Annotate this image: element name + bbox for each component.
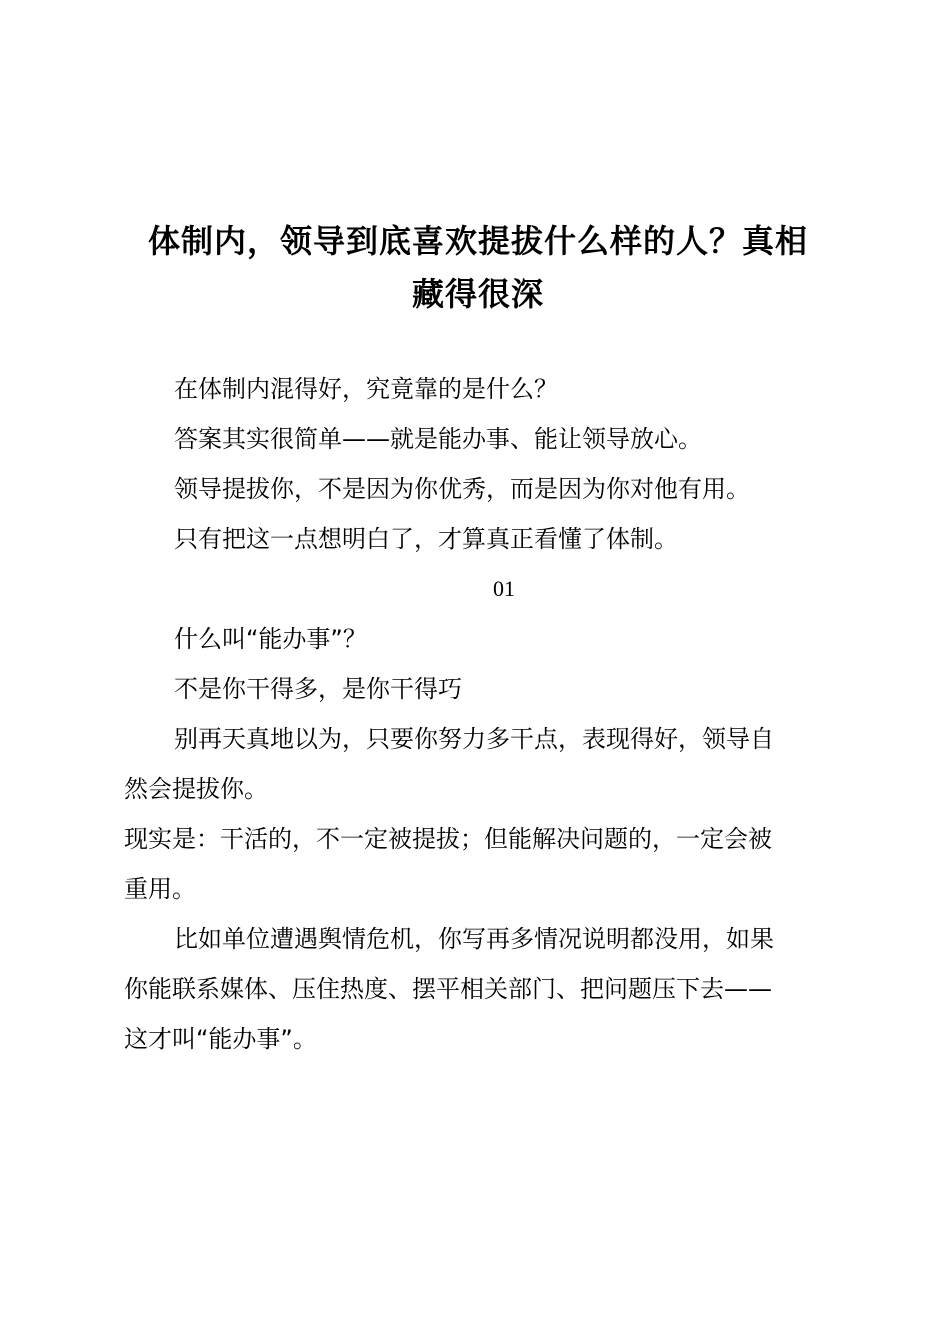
paragraph-line: 然会提拔你。 [124, 775, 268, 803]
paragraph [124, 664, 824, 714]
paragraph-line: 答案其实很简单——就是能办事、能让领导放心。 [174, 425, 702, 453]
title-line: 体制内，领导到底喜欢提拔什么样的人？真相 [147, 222, 808, 260]
paragraph [124, 614, 824, 664]
paragraph [124, 714, 824, 814]
paragraph-line: 比如单位遭遇舆情危机，你写再多情况说明都没用，如果 [174, 925, 774, 953]
paragraph [124, 414, 824, 464]
paragraph-line: 只有把这一点想明白了，才算真正看懂了体制。 [174, 525, 678, 553]
paragraph-line: 01 [493, 576, 515, 601]
paragraph-line: 什么叫“能办事”？ [174, 625, 367, 653]
section-number [124, 564, 824, 614]
document-body [124, 364, 824, 1064]
paragraph-line: 你能联系媒体、压住热度、摆平相关部门、把问题压下去—— [124, 975, 772, 1003]
paragraph-line: 领导提拔你，不是因为你优秀，而是因为你对他有用。 [174, 475, 750, 503]
paragraph-line: 这才叫“能办事”。 [124, 1025, 317, 1053]
paragraph [124, 464, 824, 514]
paragraph-line: 不是你干得多，是你干得巧 [174, 675, 462, 703]
document-title [100, 215, 856, 321]
paragraph-line: 别再天真地以为，只要你努力多干点，表现得好，领导自 [174, 725, 774, 753]
paragraph [124, 814, 824, 914]
paragraph [124, 514, 824, 564]
title-line: 藏得很深 [411, 275, 544, 313]
paragraph [124, 914, 824, 1064]
paragraph-line: 现实是：干活的，不一定被提拔；但能解决问题的，一定会被 [124, 825, 772, 853]
paragraph-line: 在体制内混得好，究竟靠的是什么？ [174, 375, 558, 403]
paragraph-line: 重用。 [124, 875, 196, 903]
paragraph [124, 364, 824, 414]
